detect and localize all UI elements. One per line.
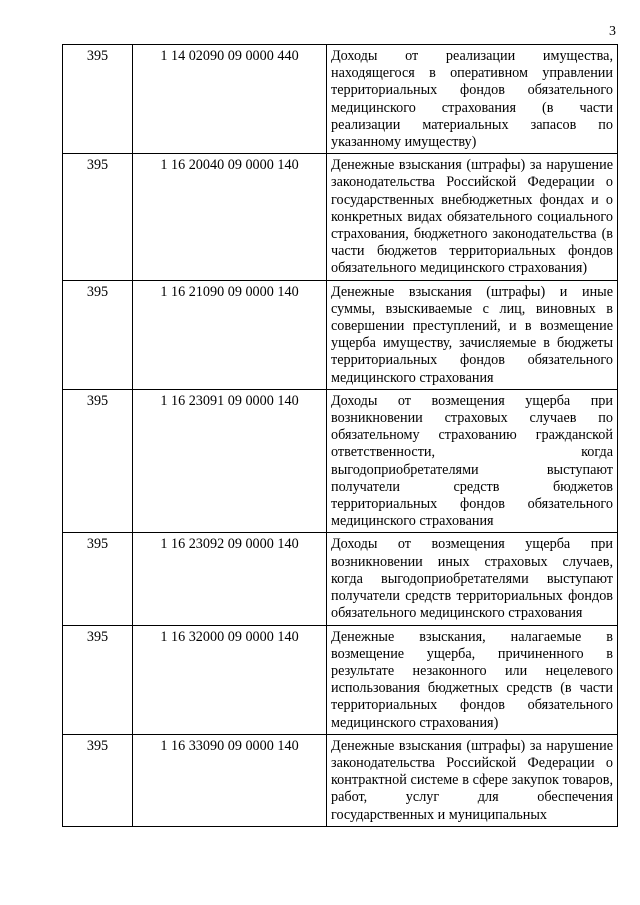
- description-cell: [327, 280, 618, 389]
- admin-code-cell: 395: [63, 533, 133, 625]
- description-text: Денежные взыскания (штрафы) за нарушение законодательства Российской Федерации о государственных внебюджетных фондах и о конкретных видах обязательного социального страхования, бюджетного законодательства (в части бюджетов территориальных фондов обязательного медицинского страхования): [331, 157, 613, 277]
- budget-code-cell: 1 16 21090 09 0000 140: [133, 280, 327, 389]
- table-row: [63, 154, 618, 280]
- description-cell: [327, 533, 618, 625]
- budget-codes-table: [62, 44, 618, 827]
- budget-code-cell: 1 16 23091 09 0000 140: [133, 389, 327, 533]
- admin-code-cell: 395: [63, 280, 133, 389]
- description-cell: [327, 389, 618, 533]
- budget-code-cell: 1 16 23092 09 0000 140: [133, 533, 327, 625]
- description-cell: [327, 45, 618, 154]
- table-row: [63, 533, 618, 625]
- admin-code-cell: 395: [63, 389, 133, 533]
- description-cell: [327, 734, 618, 826]
- description-text: Доходы от реализации имущества, находящегося в оперативном управлении территориальных фондов обязательного медицинского страхования (в части реализации материальных запасов по указанному имуществу): [331, 48, 613, 151]
- description-text: Доходы от возмещения ущерба при возникновении страховых случаев по обязательному страхованию гражданской ответственности, когда выгодоприобретателями выступают получатели средств бюджетов территориальных фондов обязательного медицинского страхования: [331, 392, 613, 530]
- table-row: [63, 45, 618, 154]
- description-cell: [327, 154, 618, 280]
- table-row: [63, 280, 618, 389]
- table-row: [63, 625, 618, 734]
- admin-code-cell: 395: [63, 734, 133, 826]
- description-cell: [327, 625, 618, 734]
- budget-code-cell: 1 14 02090 09 0000 440: [133, 45, 327, 154]
- table-row: [63, 389, 618, 533]
- description-text: Денежные взыскания, налагаемые в возмещение ущерба, причиненного в результате незаконного или нецелевого использования бюджетных средств (в части территориальных фондов обязательного медицинского страхования): [331, 628, 613, 731]
- description-text: Денежные взыскания (штрафы) за нарушение законодательства Российской Федерации о контрактной системе в сфере закупок товаров, работ, услуг для обеспечения государственных и муниципальных: [331, 737, 613, 823]
- admin-code-cell: 395: [63, 625, 133, 734]
- admin-code-cell: 395: [63, 45, 133, 154]
- admin-code-cell: 395: [63, 154, 133, 280]
- budget-code-cell: 1 16 20040 09 0000 140: [133, 154, 327, 280]
- description-text: Денежные взыскания (штрафы) и иные суммы, взыскиваемые с лиц, виновных в совершении преступлений, и в возмещение ущерба имуществу, зачисляемые в бюджеты территориальных фондов обязательного медицинского страхования: [331, 283, 613, 386]
- table-row: [63, 734, 618, 826]
- budget-code-cell: 1 16 33090 09 0000 140: [133, 734, 327, 826]
- page-number: 3: [609, 24, 616, 39]
- budget-code-cell: 1 16 32000 09 0000 140: [133, 625, 327, 734]
- description-text: Доходы от возмещения ущерба при возникновении иных страховых случаев, когда выгодоприобретателями выступают получатели средств территориальных фондов обязательного медицинского страхования: [331, 536, 613, 622]
